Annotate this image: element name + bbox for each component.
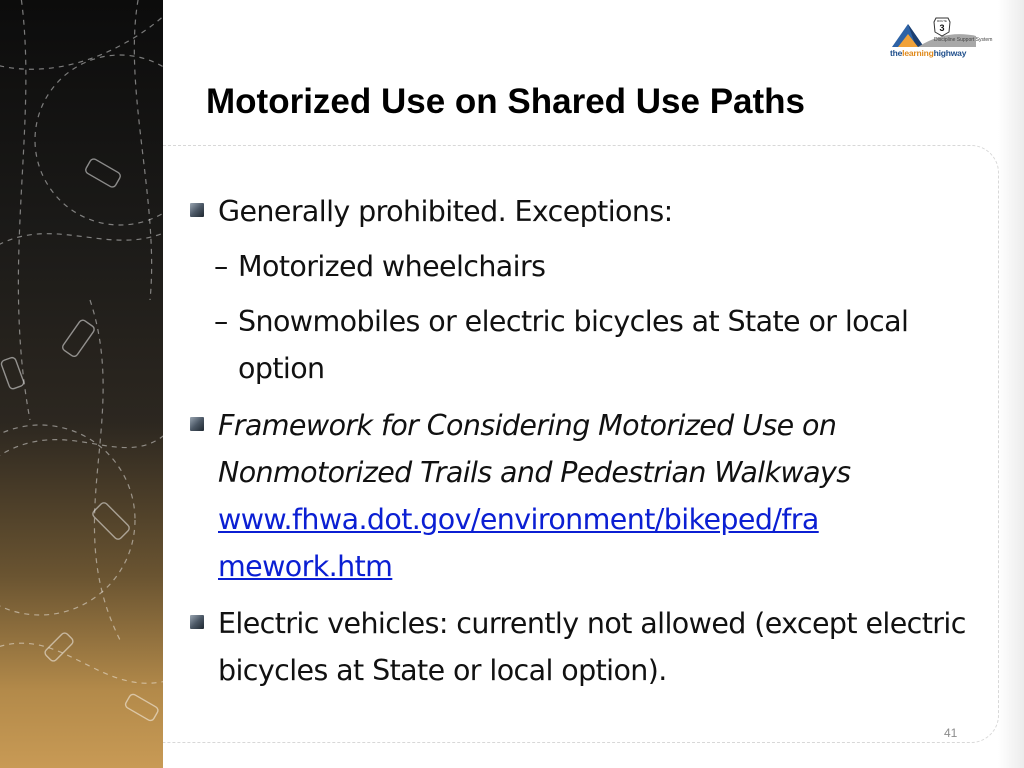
slide-title: Motorized Use on Shared Use Paths — [206, 82, 806, 121]
sub-bullet-item — [190, 243, 980, 290]
logo-word-highway: highway — [933, 48, 967, 58]
bullet-square-icon — [190, 615, 204, 629]
sub-bullet-text: Snowmobiles or electric bicycles at State or local option — [238, 305, 909, 385]
sub-bullet-item — [190, 298, 980, 392]
bullet-item — [190, 188, 980, 235]
bullet-item — [190, 402, 980, 590]
dash-marker: – — [214, 250, 228, 283]
route-number: 3 — [939, 23, 945, 33]
learning-highway-logo — [888, 14, 993, 64]
bullet-text: Electric vehicles: currently not allowed (except electric bicycles at State or local option). — [218, 607, 966, 687]
framework-title: Framework for Considering Motorized Use on Nonmotorized Trails and Pedestrian Walkways — [218, 409, 851, 489]
logo-tagline: Discipline Support System — [934, 37, 993, 43]
framework-link-line1: www.fhwa.dot.gov/environment/bikeped/fra — [218, 503, 819, 536]
logo-word-the: the — [890, 48, 903, 58]
bullet-square-icon — [190, 417, 204, 431]
bullet-item — [190, 600, 980, 694]
decorative-side-panel — [0, 0, 163, 768]
route-label: ROUTE — [937, 19, 947, 23]
page-number: 41 — [944, 726, 958, 740]
logo-wordmark — [890, 48, 966, 58]
bullet-text: Generally prohibited. Exceptions: — [218, 195, 673, 228]
slide-body — [190, 188, 980, 694]
right-edge-shadow — [998, 0, 1024, 768]
dash-marker: – — [214, 305, 228, 338]
sub-bullet-text: Motorized wheelchairs — [238, 250, 546, 283]
framework-link[interactable] — [218, 503, 819, 583]
framework-link-line2: mework.htm — [218, 550, 393, 583]
bullet-square-icon — [190, 203, 204, 217]
road-pattern-graphic — [0, 0, 163, 768]
logo-word-learning: learning — [902, 48, 934, 58]
